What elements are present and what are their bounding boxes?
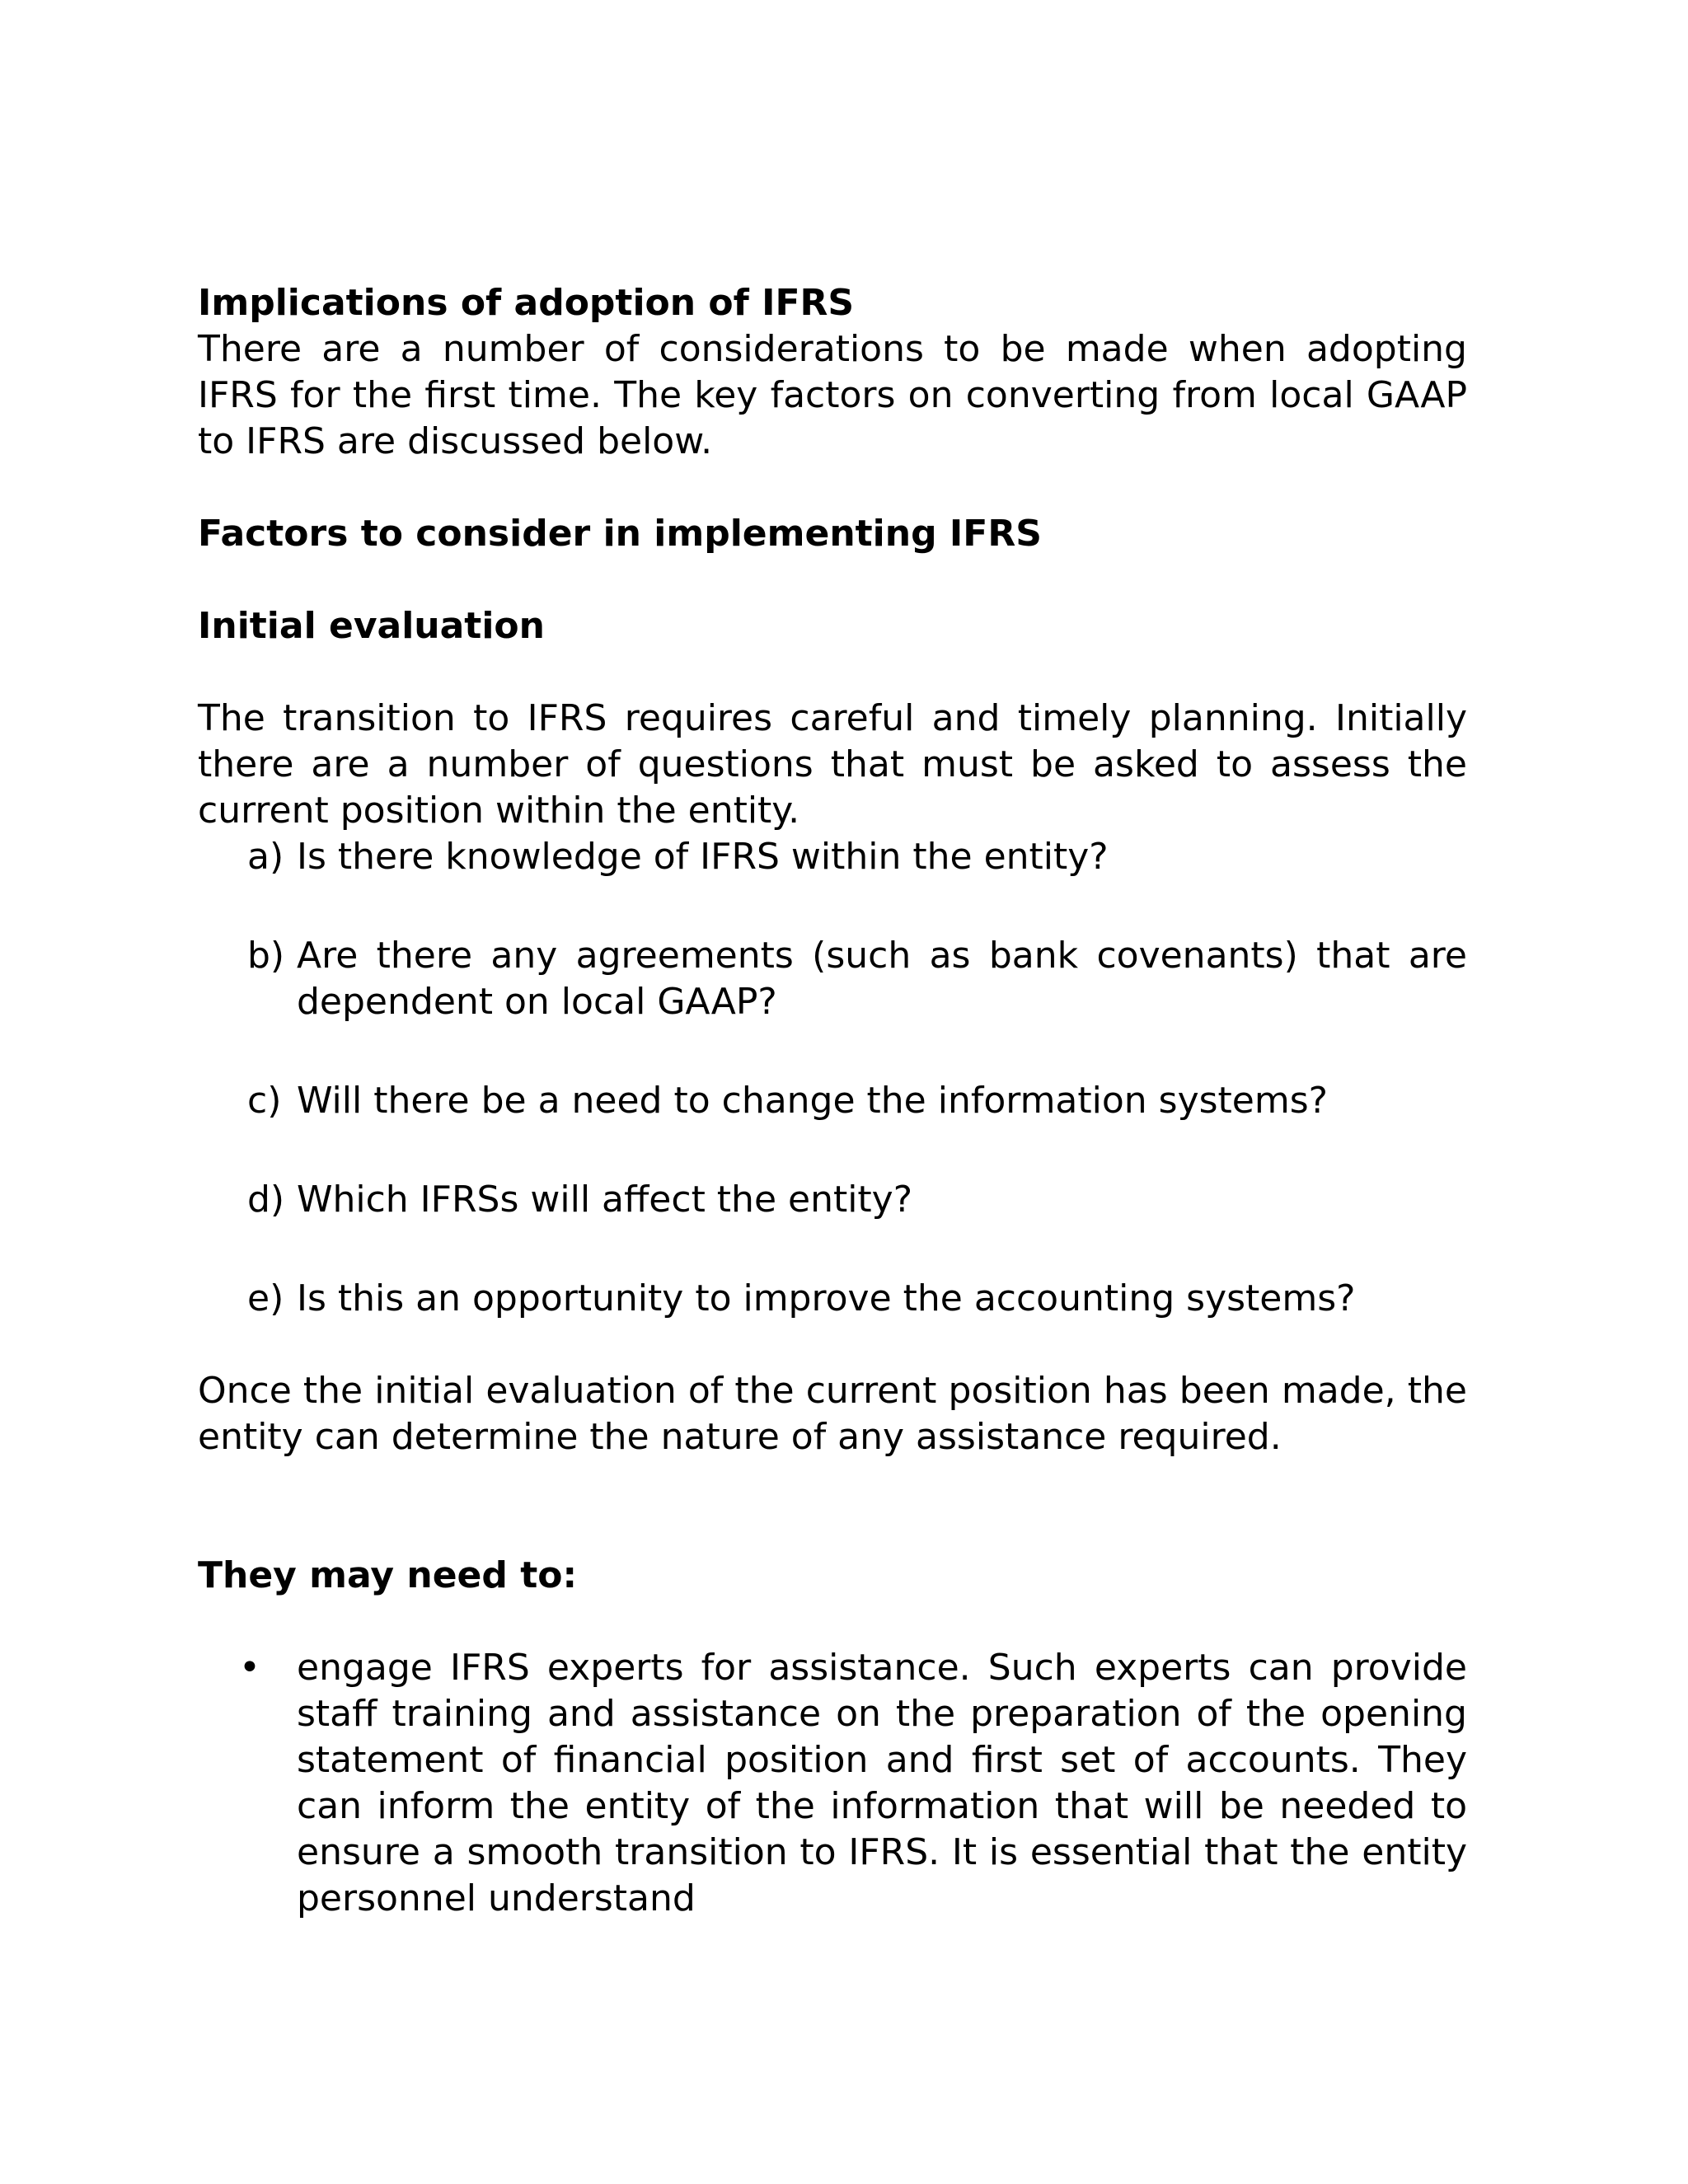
list-marker: a) — [247, 836, 284, 878]
list-marker: b) — [247, 935, 285, 977]
initial-evaluation-paragraph: The transition to IFRS requires careful and timely planning. Initially there are a number of questions that must be asked to assess the current position within the entity. — [198, 697, 1467, 832]
section-heading-factors: Factors to consider in implementing IFRS — [198, 513, 1042, 555]
list-item — [198, 834, 1467, 880]
spacer — [198, 1460, 1467, 1507]
list-item-text: Which IFRSs will affect the entity? — [297, 1179, 913, 1221]
spacer — [198, 465, 1467, 511]
implications-paragraph: There are a number of considerations to be made when adopting IFRS for the first time. The key factors on converting from local GAAP to IFRS are discussed below. — [198, 328, 1467, 462]
document-page — [198, 280, 1467, 1922]
list-item — [198, 1078, 1467, 1124]
list-item-text: Is there knowledge of IFRS within the entity? — [297, 836, 1109, 878]
list-item-text: Are there any agreements (such as bank covenants) that are dependent on local GAAP? — [297, 935, 1467, 1023]
list-item-text: engage IFRS experts for assistance. Such experts can provide staff training and assistance on the preparation of the opening statement of financial position and first set of accounts. They can inform the entity of the information that will be needed to ensure a smooth transition to IFRS. It is essential that the entity personnel understand — [297, 1647, 1467, 1919]
spacer — [198, 1322, 1467, 1368]
list-item — [198, 933, 1467, 1025]
list-item — [198, 1645, 1467, 1922]
spacer — [198, 557, 1467, 603]
list-item-text: Will there be a need to change the information systems? — [297, 1080, 1329, 1122]
spacer — [198, 1599, 1467, 1645]
conclusion-paragraph: Once the initial evaluation of the current position has been made, the entity can determine the nature of any assistance required. — [198, 1370, 1467, 1458]
spacer — [198, 649, 1467, 696]
bullet-list — [198, 1645, 1467, 1922]
list-marker: d) — [247, 1179, 285, 1221]
section-heading-implications: Implications of adoption of IFRS — [198, 282, 855, 324]
spacer — [198, 1507, 1467, 1553]
list-item-text: Is this an opportunity to improve the accounting systems? — [297, 1277, 1356, 1319]
section-heading-initial-evaluation: Initial evaluation — [198, 605, 545, 647]
bullet-icon: • — [239, 1647, 260, 1689]
list-marker: c) — [247, 1080, 282, 1122]
list-item — [198, 1276, 1467, 1322]
list-item — [198, 1177, 1467, 1223]
list-marker: e) — [247, 1277, 284, 1319]
section-heading-may-need: They may need to: — [198, 1554, 578, 1596]
questions-list — [198, 834, 1467, 1322]
